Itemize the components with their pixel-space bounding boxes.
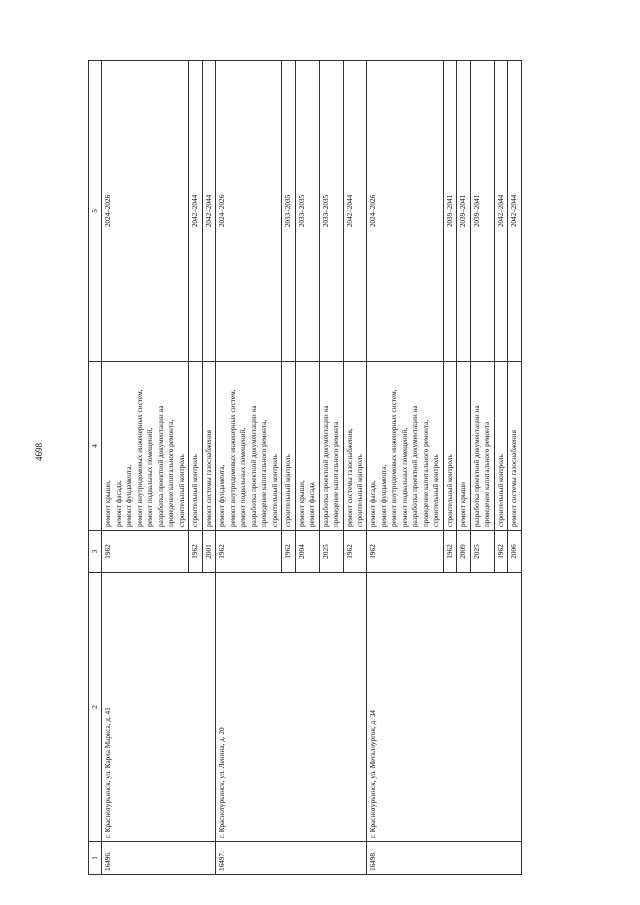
work-line: строительный контроль <box>432 454 440 527</box>
header-row <box>89 61 102 875</box>
work-line: ремонт подвальных помещений, <box>146 427 155 527</box>
period-cell: 2042–2044 <box>343 61 367 362</box>
year-cell: 1962 <box>494 531 507 573</box>
table-row <box>102 61 189 875</box>
col-header-1: 1 <box>89 842 102 875</box>
works-cell <box>282 362 295 531</box>
work-line: ремонт крыши, <box>104 480 113 527</box>
period-cell: 2024–2026 <box>102 61 189 362</box>
row-number: 16497. <box>216 842 367 875</box>
period-cell: 2042–2044 <box>202 61 215 362</box>
period-cell: 2042–2044 <box>189 61 202 362</box>
work-line: разработка проектной документации на <box>156 405 165 527</box>
year-cell: 2025 <box>319 531 343 573</box>
row-number: 16498. <box>367 842 521 875</box>
period-cell: 2033–2035 <box>295 61 319 362</box>
page-number: 4698 <box>34 443 44 461</box>
work-line: ремонт подвальных помещений, <box>239 427 248 527</box>
work-line: ремонт системы газоснабжения <box>204 430 213 527</box>
period-cell: 2033–2035 <box>319 61 343 362</box>
work-line: строительный контроль <box>496 454 505 527</box>
period-cell: 2042–2044 <box>508 61 521 362</box>
work-line: строительный контроль <box>445 454 454 527</box>
year-cell: 2009 <box>457 531 470 573</box>
year-cell: 1962 <box>343 531 367 573</box>
period-cell: 2024–2026 <box>216 61 282 362</box>
works-cell <box>216 362 282 531</box>
work-line: разработка проектной документации на <box>249 405 258 527</box>
col-header-5: 5 <box>89 61 102 362</box>
works-cell <box>457 362 470 531</box>
works-cell <box>443 362 456 531</box>
work-line: ремонт системы газоснабжения <box>510 430 519 527</box>
work-line: строительный контроль <box>191 454 200 527</box>
work-line: ремонт фасада, <box>369 480 378 527</box>
row-address: г. Краснотурьинск, ул. Металлургов, д. 34 <box>367 573 521 842</box>
year-cell: 1962 <box>189 531 202 573</box>
work-line: проведение капитального ремонта, <box>167 419 176 527</box>
table-row <box>367 61 444 875</box>
works-cell <box>319 362 343 531</box>
works-cell <box>343 362 367 531</box>
works-cell <box>508 362 521 531</box>
period-cell: 2039–2041 <box>443 61 456 362</box>
works-cell <box>470 362 494 531</box>
year-cell: 2006 <box>508 531 521 573</box>
work-line: ремонт фундамента, <box>379 464 388 527</box>
table-row <box>216 61 282 875</box>
work-line: ремонт фундамента, <box>125 464 134 527</box>
work-line: разработка проектной документации на <box>321 405 330 527</box>
work-line: проведение капитального ремонта <box>332 421 341 527</box>
work-line: ремонт фасада, <box>114 480 123 527</box>
year-cell: 1962 <box>102 531 189 573</box>
work-line: ремонт подвальных помещений, <box>400 427 409 527</box>
work-line: проведение капитального ремонта, <box>421 419 430 527</box>
work-line: строительный контроль <box>284 454 293 527</box>
col-header-3: 3 <box>89 531 102 573</box>
works-cell <box>202 362 215 531</box>
work-line: проведение капитального ремонта <box>483 421 492 527</box>
year-cell: 2004 <box>295 531 319 573</box>
works-cell <box>494 362 507 531</box>
year-cell: 2025 <box>470 531 494 573</box>
row-number: 16496. <box>102 842 216 875</box>
work-line: разработка проектной документации на <box>472 405 481 527</box>
year-cell: 1962 <box>216 531 282 573</box>
table-body <box>102 61 521 875</box>
work-line: строительный контроль <box>270 454 279 527</box>
work-line: ремонт крыши, <box>297 480 306 527</box>
work-line: ремонт фасада <box>308 482 317 527</box>
col-header-4: 4 <box>89 362 102 531</box>
work-line: ремонт внутридомовых инженерных систем, <box>390 389 399 527</box>
row-address: г. Краснотурьинск, ул. Карла Маркса, д. 41 <box>102 573 216 842</box>
col-header-2: 2 <box>89 573 102 842</box>
repair-schedule-table <box>88 60 522 875</box>
year-cell: 1962 <box>367 531 444 573</box>
work-line: ремонт фундамента, <box>218 464 227 527</box>
work-line: строительный контроль <box>355 454 364 527</box>
year-cell: 2001 <box>202 531 215 573</box>
period-cell: 2039–2041 <box>457 61 470 362</box>
period-cell: 2033–2035 <box>282 61 295 362</box>
works-cell <box>189 362 202 531</box>
work-line: ремонт системы газоснабжения, <box>345 428 354 527</box>
period-cell: 2042–2044 <box>494 61 507 362</box>
works-cell <box>102 362 189 531</box>
period-cell: 2039–2041 <box>470 61 494 362</box>
year-cell: 1962 <box>282 531 295 573</box>
work-line: строительный контроль <box>177 454 186 527</box>
work-line: ремонт внутридомовых инженерных систем, <box>228 389 237 527</box>
row-address: г. Краснотурьинск, ул. Ленина, д. 20 <box>216 573 367 842</box>
period-cell: 2024–2026 <box>367 61 444 362</box>
works-cell <box>295 362 319 531</box>
works-cell <box>367 362 444 531</box>
work-line: ремонт крыши <box>459 481 468 527</box>
year-cell: 1962 <box>443 531 456 573</box>
work-line: проведение капитального ремонта, <box>260 419 269 527</box>
work-line: разработка проектной документации на <box>411 405 420 527</box>
work-line: ремонт внутридомовых инженерных систем, <box>135 389 144 527</box>
